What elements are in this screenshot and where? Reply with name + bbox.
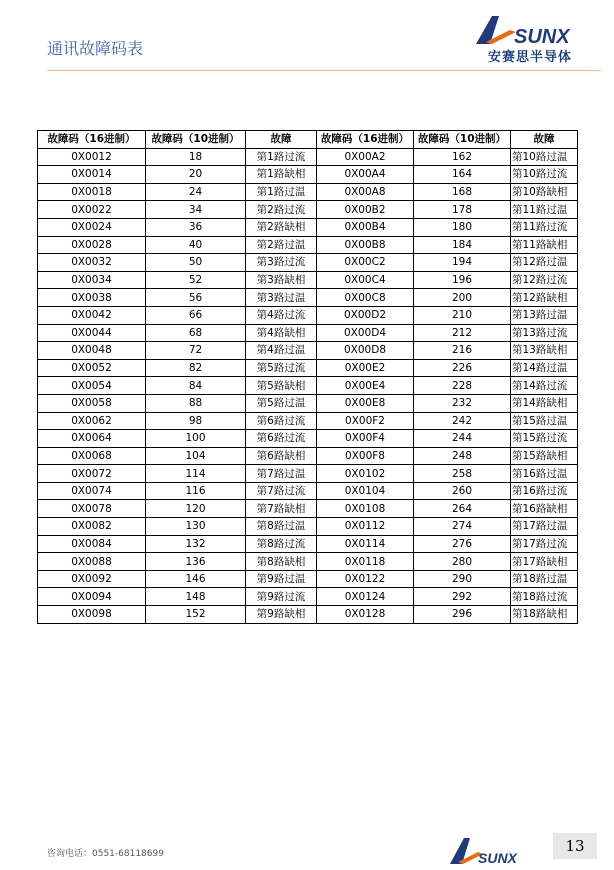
table-cell: 第12路缺相 — [511, 289, 578, 307]
table-cell: 0X0092 — [38, 570, 146, 588]
table-cell: 第8路缺相 — [246, 553, 317, 571]
table-cell: 0X0114 — [317, 535, 414, 553]
table-cell: 242 — [414, 412, 511, 430]
table-cell: 18 — [146, 148, 246, 166]
table-cell: 第12路过温 — [511, 254, 578, 272]
table-row — [38, 535, 578, 553]
table-cell: 第14路缺相 — [511, 394, 578, 412]
table-cell: 第17路过流 — [511, 535, 578, 553]
table-cell: 第13路过流 — [511, 324, 578, 342]
table-cell: 第1路缺相 — [246, 166, 317, 184]
footer-logo-wordmark: SUNX — [478, 850, 517, 866]
table-row — [38, 588, 578, 606]
column-header: 故障码（16进制） — [317, 131, 414, 149]
page-title: 通讯故障码表 — [47, 39, 144, 58]
table-header-row — [38, 131, 578, 149]
table-cell: 0X0064 — [38, 430, 146, 448]
table-cell: 146 — [146, 570, 246, 588]
table-cell: 116 — [146, 482, 246, 500]
table-cell: 第8路过流 — [246, 535, 317, 553]
table-cell: 0X00F4 — [317, 430, 414, 448]
table-cell: 0X0104 — [317, 482, 414, 500]
table-cell: 第3路缺相 — [246, 271, 317, 289]
table-row — [38, 553, 578, 571]
table-cell: 164 — [414, 166, 511, 184]
table-row — [38, 377, 578, 395]
table-cell: 第15路缺相 — [511, 447, 578, 465]
table-cell: 0X0038 — [38, 289, 146, 307]
header-divider — [47, 70, 601, 71]
table-cell: 148 — [146, 588, 246, 606]
table-cell: 0X0128 — [317, 606, 414, 624]
table-cell: 228 — [414, 377, 511, 395]
table-cell: 0X0028 — [38, 236, 146, 254]
column-header: 故障码（16进制） — [38, 131, 146, 149]
table-row — [38, 394, 578, 412]
table-cell: 第3路过温 — [246, 289, 317, 307]
table-row — [38, 183, 578, 201]
table-cell: 0X0084 — [38, 535, 146, 553]
table-cell: 第6路过流 — [246, 430, 317, 448]
table-cell: 178 — [414, 201, 511, 219]
table-cell: 第4路过流 — [246, 306, 317, 324]
table-row — [38, 359, 578, 377]
table-cell: 0X00E8 — [317, 394, 414, 412]
table-cell: 56 — [146, 289, 246, 307]
table-cell: 114 — [146, 465, 246, 483]
table-cell: 194 — [414, 254, 511, 272]
table-cell: 第15路过温 — [511, 412, 578, 430]
table-cell: 100 — [146, 430, 246, 448]
asunx-logo-icon — [470, 12, 590, 46]
table-cell: 0X0062 — [38, 412, 146, 430]
company-logo — [470, 12, 590, 70]
table-cell: 第7路过温 — [246, 465, 317, 483]
table-cell: 第6路过流 — [246, 412, 317, 430]
column-header: 故障 — [246, 131, 317, 149]
table-cell: 0X0094 — [38, 588, 146, 606]
table-cell: 0X0074 — [38, 482, 146, 500]
table-cell: 0X00B8 — [317, 236, 414, 254]
table-cell: 0X0058 — [38, 394, 146, 412]
table-cell: 0X00B2 — [317, 201, 414, 219]
table-cell: 226 — [414, 359, 511, 377]
table-cell: 84 — [146, 377, 246, 395]
table-cell: 200 — [414, 289, 511, 307]
table-cell: 66 — [146, 306, 246, 324]
table-cell: 248 — [414, 447, 511, 465]
table-cell: 132 — [146, 535, 246, 553]
table-cell: 98 — [146, 412, 246, 430]
table-row — [38, 324, 578, 342]
table-cell: 34 — [146, 201, 246, 219]
table-cell: 82 — [146, 359, 246, 377]
table-cell: 第6路缺相 — [246, 447, 317, 465]
table-cell: 0X00D2 — [317, 306, 414, 324]
table-cell: 0X00C2 — [317, 254, 414, 272]
table-cell: 0X0024 — [38, 218, 146, 236]
table-cell: 0X00B4 — [317, 218, 414, 236]
table-cell: 第17路缺相 — [511, 553, 578, 571]
table-cell: 292 — [414, 588, 511, 606]
table-cell: 第11路过温 — [511, 201, 578, 219]
table-cell: 第3路过流 — [246, 254, 317, 272]
table-row — [38, 289, 578, 307]
table-cell: 第5路过温 — [246, 394, 317, 412]
table-cell: 第2路过流 — [246, 201, 317, 219]
table-cell: 68 — [146, 324, 246, 342]
table-cell: 0X00D4 — [317, 324, 414, 342]
table-cell: 0X00A8 — [317, 183, 414, 201]
table-cell: 162 — [414, 148, 511, 166]
table-cell: 第5路缺相 — [246, 377, 317, 395]
table-cell: 第4路缺相 — [246, 324, 317, 342]
table-cell: 0X00E4 — [317, 377, 414, 395]
table-cell: 0X0118 — [317, 553, 414, 571]
table-cell: 0X00F2 — [317, 412, 414, 430]
table-cell: 第17路过温 — [511, 518, 578, 536]
table-cell: 0X0078 — [38, 500, 146, 518]
table-cell: 第1路过流 — [246, 148, 317, 166]
logo-wordmark: SUNX — [514, 26, 570, 46]
table-cell: 0X0014 — [38, 166, 146, 184]
table-cell: 第18路过温 — [511, 570, 578, 588]
table-cell: 第16路过温 — [511, 465, 578, 483]
asunx-footer-logo-icon — [446, 832, 526, 866]
table-row — [38, 606, 578, 624]
table-cell: 168 — [414, 183, 511, 201]
table-row — [38, 201, 578, 219]
table-cell: 212 — [414, 324, 511, 342]
table-cell: 152 — [146, 606, 246, 624]
table-cell: 0X00E2 — [317, 359, 414, 377]
table-cell: 264 — [414, 500, 511, 518]
table-cell: 0X0052 — [38, 359, 146, 377]
table-cell: 0X0022 — [38, 201, 146, 219]
table-cell: 第18路过流 — [511, 588, 578, 606]
table-cell: 0X00A4 — [317, 166, 414, 184]
table-cell: 第11路缺相 — [511, 236, 578, 254]
table-cell: 第9路缺相 — [246, 606, 317, 624]
table-cell: 第2路缺相 — [246, 218, 317, 236]
table-row — [38, 447, 578, 465]
column-header: 故障码（10进制） — [146, 131, 246, 149]
table-cell: 0X0034 — [38, 271, 146, 289]
column-header: 故障 — [511, 131, 578, 149]
table-cell: 0X0068 — [38, 447, 146, 465]
table-cell: 第4路过温 — [246, 342, 317, 360]
table-row — [38, 271, 578, 289]
table-cell: 0X0044 — [38, 324, 146, 342]
table-row — [38, 236, 578, 254]
table-cell: 258 — [414, 465, 511, 483]
table-row — [38, 430, 578, 448]
table-cell: 0X00D8 — [317, 342, 414, 360]
table-cell: 104 — [146, 447, 246, 465]
table-cell: 136 — [146, 553, 246, 571]
table-cell: 第18路缺相 — [511, 606, 578, 624]
table-row — [38, 570, 578, 588]
table-cell: 第14路过温 — [511, 359, 578, 377]
table-cell: 276 — [414, 535, 511, 553]
table-cell: 260 — [414, 482, 511, 500]
column-header: 故障码（10进制） — [414, 131, 511, 149]
table-row — [38, 306, 578, 324]
table-cell: 0X0018 — [38, 183, 146, 201]
table-cell: 0X0112 — [317, 518, 414, 536]
table-cell: 274 — [414, 518, 511, 536]
table-cell: 0X0098 — [38, 606, 146, 624]
table-row — [38, 254, 578, 272]
footer-logo — [446, 832, 526, 866]
table-cell: 0X0082 — [38, 518, 146, 536]
table-cell: 第10路过流 — [511, 166, 578, 184]
footer-phone: 咨询电话：0551-68118699 — [47, 849, 164, 859]
table-cell: 88 — [146, 394, 246, 412]
table-cell: 第9路过温 — [246, 570, 317, 588]
table-cell: 290 — [414, 570, 511, 588]
table-cell: 第7路过流 — [246, 482, 317, 500]
table-cell: 第10路缺相 — [511, 183, 578, 201]
table-cell: 0X00F8 — [317, 447, 414, 465]
table-cell: 0X00A2 — [317, 148, 414, 166]
table-cell: 50 — [146, 254, 246, 272]
table-cell: 52 — [146, 271, 246, 289]
table-cell: 第16路缺相 — [511, 500, 578, 518]
table-cell: 0X0102 — [317, 465, 414, 483]
table-body — [38, 148, 578, 623]
table-cell: 第9路过流 — [246, 588, 317, 606]
logo-subtitle: 安赛思半导体 — [488, 50, 573, 65]
table-cell: 184 — [414, 236, 511, 254]
table-cell: 第16路过流 — [511, 482, 578, 500]
table-cell: 0X0012 — [38, 148, 146, 166]
fault-code-table — [37, 130, 578, 624]
table-cell: 210 — [414, 306, 511, 324]
table-row — [38, 166, 578, 184]
table-cell: 232 — [414, 394, 511, 412]
table-cell: 280 — [414, 553, 511, 571]
table-row — [38, 482, 578, 500]
table-cell: 第11路过流 — [511, 218, 578, 236]
table-cell: 216 — [414, 342, 511, 360]
table-cell: 36 — [146, 218, 246, 236]
table-cell: 0X0088 — [38, 553, 146, 571]
table-cell: 第12路过流 — [511, 271, 578, 289]
table-row — [38, 218, 578, 236]
table-cell: 40 — [146, 236, 246, 254]
table-cell: 0X0072 — [38, 465, 146, 483]
table-cell: 296 — [414, 606, 511, 624]
table-cell: 0X0122 — [317, 570, 414, 588]
table-cell: 0X00C8 — [317, 289, 414, 307]
table-cell: 第5路过流 — [246, 359, 317, 377]
table-cell: 第14路过流 — [511, 377, 578, 395]
table-row — [38, 465, 578, 483]
table-cell: 0X0042 — [38, 306, 146, 324]
table-cell: 第13路过温 — [511, 306, 578, 324]
page-number: 13 — [553, 833, 597, 859]
table-row — [38, 412, 578, 430]
table-cell: 第15路过流 — [511, 430, 578, 448]
table-cell: 0X0108 — [317, 500, 414, 518]
table-cell: 第8路过温 — [246, 518, 317, 536]
table-cell: 196 — [414, 271, 511, 289]
table-cell: 第7路缺相 — [246, 500, 317, 518]
table-cell: 0X0124 — [317, 588, 414, 606]
table-row — [38, 148, 578, 166]
table-cell: 120 — [146, 500, 246, 518]
table-cell: 0X0054 — [38, 377, 146, 395]
table-cell: 180 — [414, 218, 511, 236]
table-cell: 0X0048 — [38, 342, 146, 360]
table-row — [38, 342, 578, 360]
table-cell: 244 — [414, 430, 511, 448]
table-cell: 第13路缺相 — [511, 342, 578, 360]
table-cell: 0X0032 — [38, 254, 146, 272]
table-row — [38, 500, 578, 518]
table-cell: 第1路过温 — [246, 183, 317, 201]
table-cell: 0X00C4 — [317, 271, 414, 289]
table-cell: 24 — [146, 183, 246, 201]
table-cell: 第10路过温 — [511, 148, 578, 166]
table-cell: 72 — [146, 342, 246, 360]
table-row — [38, 518, 578, 536]
table-cell: 第2路过温 — [246, 236, 317, 254]
table-cell: 130 — [146, 518, 246, 536]
table-cell: 20 — [146, 166, 246, 184]
